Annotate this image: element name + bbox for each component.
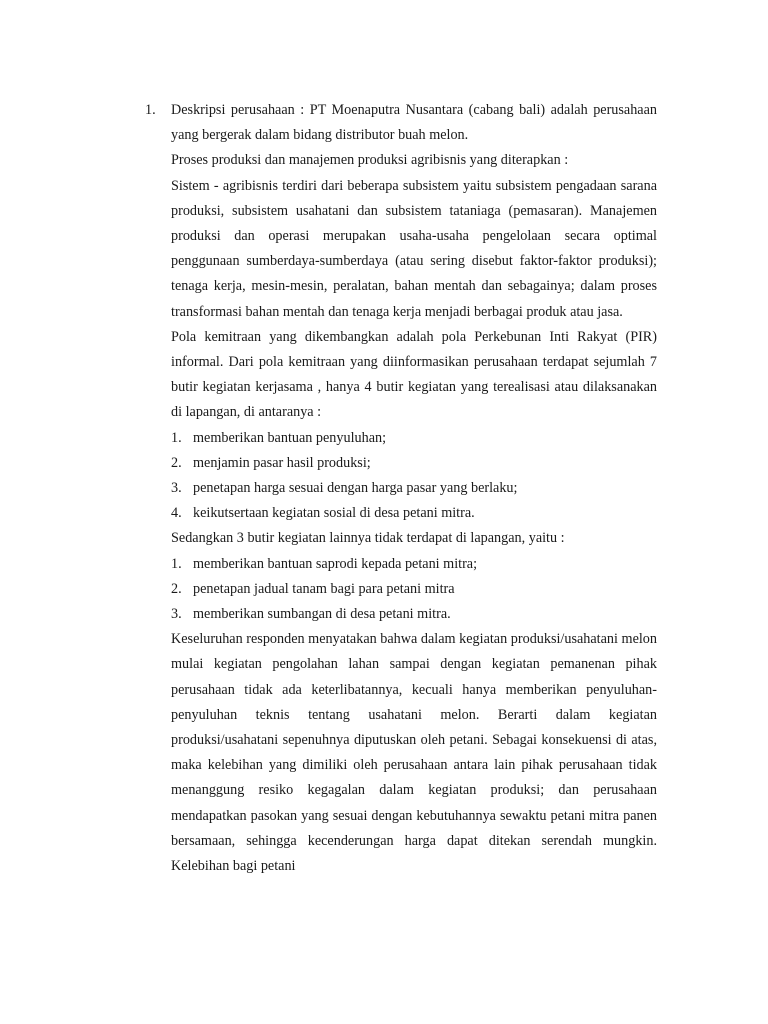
list-item: [171, 476, 657, 501]
realized-activities-list: [171, 426, 657, 527]
unrealized-activities-list: [171, 552, 657, 628]
list-item-text: penetapan jadual tanam bagi para petani mitra: [193, 580, 455, 597]
list-item-number: 1.: [171, 555, 182, 572]
agribusiness-system-paragraph: Sistem - agribisnis terdiri dari beberapa subsistem yaitu subsistem pengadaan sarana produksi, subsistem usahatani dan subsistem tataniaga (pemasaran). Manajemen produksi dan operasi merupakan usaha-usaha pengelolaan secara optimal penggunaan sumberdaya-sumberdaya (atau sering disebut faktor-faktor produksi); tenaga kerja, mesin-mesin, peralatan, bahan mentah dan sebagainya; dalam proses transformasi bahan mentah dan tenaga kerja menjadi berbagai produk atau jasa.: [171, 177, 657, 320]
list-item-text: memberikan bantuan saprodi kepada petani mitra;: [193, 555, 478, 572]
list-item: [171, 552, 657, 577]
list-item-text: penetapan harga sesuai dengan harga pasar yang berlaku;: [193, 480, 518, 497]
list-item: [171, 426, 657, 451]
respondents-paragraph: Keseluruhan responden menyatakan bahwa dalam kegiatan produksi/usahatani melon mulai kegiatan pengolahan lahan sampai dengan kegiatan pemanenan pihak perusahaan tidak ada keterlibatannya, kecuali hanya memberikan penyuluhan-penyuluhan teknis tentang usahatani melon. Berarti dalam kegiatan produksi/usahatani sepenuhnya diputuskan oleh petani. Sebagai konsekuensi di atas, maka kelebihan yang dimiliki oleh perusahaan antara lain pihak perusahaan tidak menanggung resiko kegagalan dalam kegiatan produksi; dan perusahaan mendapatkan pasokan yang sesuai dengan kebutuhannya sewaktu petani mitra panen bersamaan, sehingga kecenderungan harga dapat ditekan serendah mungkin. Kelebihan bagi petani: [171, 631, 657, 875]
list-item: [171, 501, 657, 526]
production-heading: Proses produksi dan manajemen produksi agribisnis yang diterapkan :: [171, 152, 569, 169]
item-body: [171, 98, 657, 879]
list-item-text: memberikan sumbangan di desa petani mitra.: [193, 606, 451, 623]
list-item-number: 4.: [171, 505, 182, 522]
list-item-number: 3.: [171, 480, 182, 497]
list-item-text: keikutsertaan kegiatan sosial di desa petani mitra.: [193, 505, 475, 522]
partnership-pattern-paragraph: Pola kemitraan yang dikembangkan adalah pola Perkebunan Inti Rakyat (PIR) informal. Dari pola kemitraan yang diinformasikan perusahaan terdapat sejumlah 7 butir kegiatan kerjasama , hanya 4 butir kegiatan yang terealisasi atau dilaksanakan di lapangan, di antaranya :: [171, 328, 657, 421]
list-item-number: 1.: [171, 429, 182, 446]
list-item-number: 2.: [171, 580, 182, 597]
list-item-text: memberikan bantuan penyuluhan;: [193, 429, 387, 446]
company-description: Deskripsi perusahaan : PT Moenaputra Nusantara (cabang bali) adalah perusahaan yang bergerak dalam bidang distributor buah melon.: [171, 102, 657, 144]
list-item: [171, 602, 657, 627]
list-item: [171, 451, 657, 476]
list-item-text: menjamin pasar hasil produksi;: [193, 454, 371, 471]
list-item: [171, 577, 657, 602]
list-item-number: 2.: [171, 454, 182, 471]
item-number: 1.: [145, 102, 156, 118]
list-item-number: 3.: [171, 606, 182, 623]
unrealized-intro: Sedangkan 3 butir kegiatan lainnya tidak terdapat di lapangan, yaitu :: [171, 530, 565, 547]
